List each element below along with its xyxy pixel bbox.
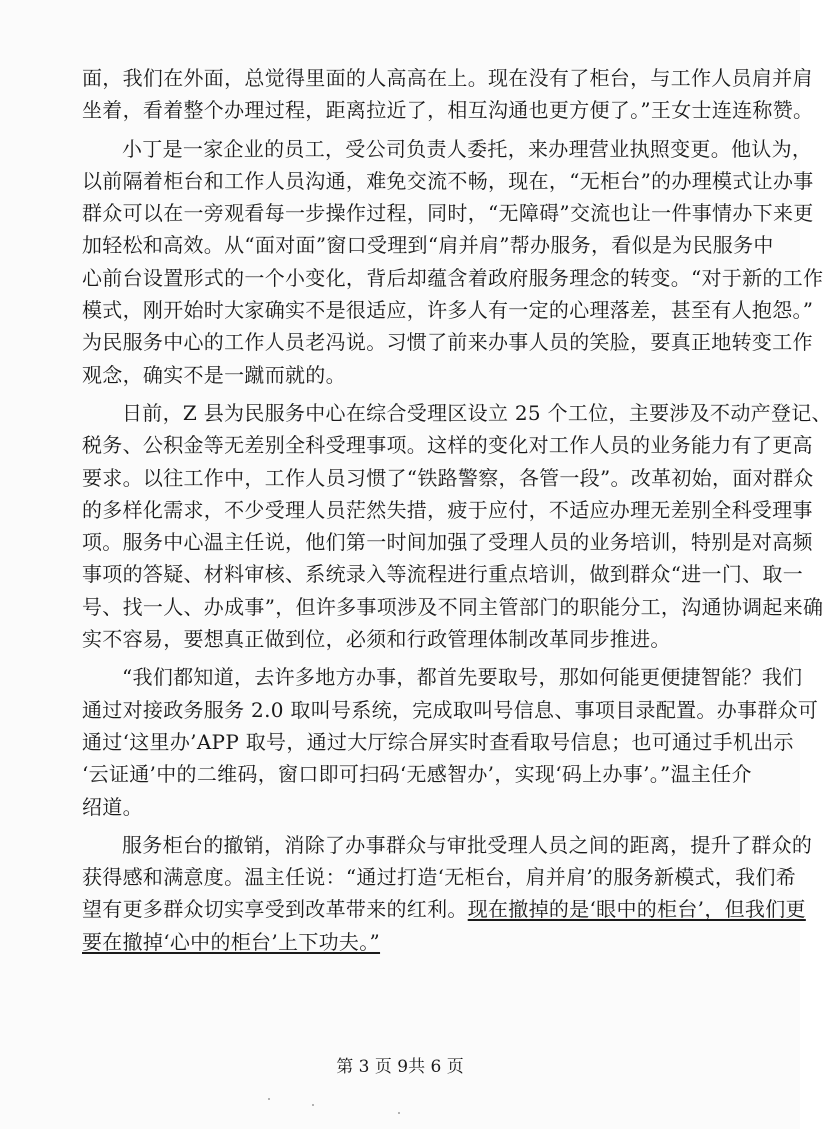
text-line: 要求。以往工作中，工作人员习惯了“铁路警察，各管一段”。改革初始，面对群众 (82, 465, 814, 490)
scan-speck (398, 1112, 400, 1114)
paragraph-2 (82, 133, 824, 391)
text-line: 税务、公积金等无差别全科受理事项。这样的变化对工作人员的业务能力有了更高 (82, 433, 813, 458)
text-line: 实不容易，要想真正做到位，必须和行政管理体制改革同步推进。 (82, 627, 671, 652)
text-line: 获得感和满意度。温主任说：“通过打造‘无柜台，肩并肩’的服务新模式，我们希 (82, 865, 797, 890)
document-body (82, 62, 832, 958)
text-line: 日前，Z 县为民服务中心在综合受理区设立 25 个工位，主要涉及不动产登记、 (122, 400, 832, 425)
text-line: 通过对接政务服务 2.0 取叫号系统，完成取叫号信息、事项目录配置。办事群众可 (82, 697, 819, 722)
text-line: 的多样化需求，不少受理人员茫然失措，疲于应付，不适应办理无差别全科受理事 (82, 497, 813, 522)
text-line: ‘云证通’中的二维码，窗口即可扫码‘无感智办’，实现‘码上办事’。”温主任介 (82, 762, 752, 787)
underlined-text: 要在撤掉‘心中的柜台’上下功夫。” (82, 929, 381, 954)
underlined-text: 现在撤掉的是‘眼中的柜台’，但我们更 (467, 897, 806, 922)
plain-text: 望有更多群众切实享受到改革带来的红利。 (82, 897, 468, 922)
text-line-underlined-mixed (82, 893, 806, 925)
text-line: 观念，确实不是一蹴而就的。 (82, 362, 346, 387)
paragraph-3 (82, 397, 832, 655)
scan-speck (312, 1104, 314, 1106)
text-line: 绍道。 (82, 794, 143, 819)
paragraph-1 (82, 62, 814, 127)
text-line: 项。服务中心温主任说，他们第一时间加强了受理人员的业务培训，特别是对高频 (82, 530, 813, 555)
text-line: 服务柜台的撤销，消除了办事群众与审批受理人员之间的距离，提升了群众的 (122, 832, 813, 857)
text-line: 群众可以在一旁观看每一步操作过程，同时，“无障碍”交流也让一件事情办下来更 (82, 201, 814, 226)
text-line: 事项的答疑、材料审核、系统录入等流程进行重点培训，做到群众“进一门、取一 (82, 562, 804, 587)
text-line: 号、找一人、办成事”，但许多事项涉及不同主管部门的职能分工，沟通协调起来确 (82, 594, 824, 619)
text-line: 模式，刚开始时大家确实不是很适应，许多人有一定的心理落差，甚至有人抱怨。” (82, 298, 814, 323)
scan-speck (268, 1098, 270, 1100)
text-line: 坐着，看着整个办理过程，距离拉近了，相互沟通也更方便了。”王女士连连称赞。 (82, 98, 814, 123)
text-line: 以前隔着柜台和工作人员沟通，难免交流不畅，现在，“无柜台”的办理模式让办事 (82, 168, 814, 193)
paragraph-4 (82, 661, 819, 822)
text-line: 加轻松和高效。从“面对面”窗口受理到“肩并肩”帮办服务，看似是为民服务中 (82, 233, 774, 258)
text-line: 面，我们在外面，总觉得里面的人高高在上。现在没有了柜台，与工作人员肩并肩 (82, 66, 813, 90)
text-line: 通过‘这里办’APP 取号，通过大厅综合屏实时查看取号信息；也可通过手机出示 (82, 729, 794, 754)
text-line: “我们都知道，去许多地方办事，都首先要取号，那如何能更便捷智能？我们 (122, 665, 803, 690)
text-line: 小丁是一家企业的员工，受公司负责人委托，来办理营业执照变更。他认为， (122, 136, 813, 161)
text-line: 心前台设置形式的一个小变化，背后却蕴含着政府服务理念的转变。“对于新的工作 (82, 265, 824, 290)
paragraph-5 (82, 829, 813, 958)
page-footer: 第 3 页 9共 6 页 (336, 1057, 464, 1077)
text-line: 为民服务中心的工作人员老冯说。习惯了前来办事人员的笑脸，要真正地转变工作 (82, 330, 813, 355)
text-line-underlined (82, 926, 718, 958)
